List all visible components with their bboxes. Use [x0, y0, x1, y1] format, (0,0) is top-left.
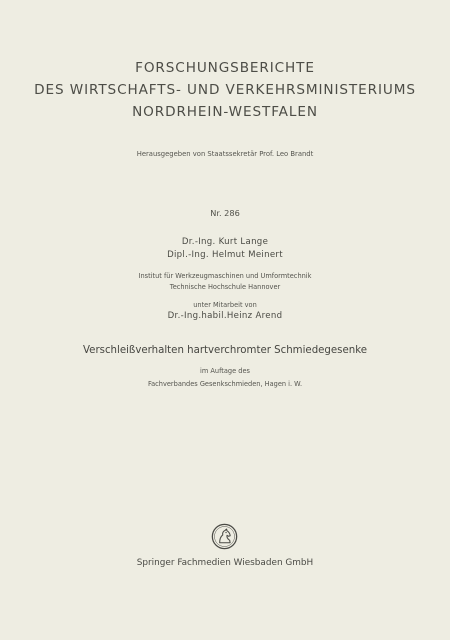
- commission-line-2: Fachverbandes Gesenkschmieden, Hagen i. W.: [147, 380, 303, 388]
- series-title-line-1: FORSCHUNGSBERICHTE: [135, 60, 315, 76]
- commission-line-1: im Auftage des: [200, 367, 250, 375]
- publisher: Springer Fachmedien Wiesbaden GmbH: [136, 558, 314, 568]
- institute-line-2: Technische Hochschule Hannover: [169, 283, 281, 291]
- book-title: Verschleißverhalten hartverchromter Schmiedegesenke: [83, 345, 367, 356]
- springer-knight-logo-icon: [211, 523, 238, 550]
- institute-line-1: Institut für Werkzeugmaschinen und Umformtechnik: [138, 272, 312, 280]
- author-1: Dr.-Ing. Kurt Lange: [181, 237, 269, 247]
- collaborator-name: Dr.-Ing.habil.Heinz Arend: [167, 311, 283, 321]
- author-2: Dipl.-Ing. Helmut Meinert: [167, 250, 283, 260]
- series-title-line-3: NORDRHEIN-WESTFALEN: [132, 104, 318, 120]
- editor-line: Herausgegeben von Staatssekretär Prof. Leo Brandt: [136, 150, 314, 158]
- collaboration-label: unter Mitarbeit von: [193, 301, 257, 309]
- report-number: Nr. 286: [210, 208, 240, 218]
- series-title-line-2: DES WIRTSCHAFTS- UND VERKEHRSMINISTERIUMS: [34, 82, 416, 98]
